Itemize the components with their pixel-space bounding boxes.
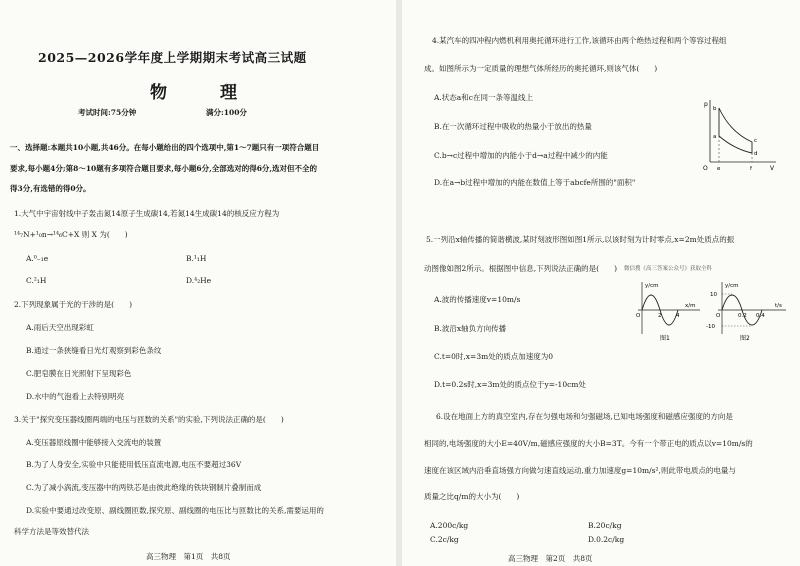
- x-label: x/m: [685, 303, 696, 309]
- q6-stem: 相同的,电场强度的大小E=40V/m,磁感应强度的大小B=3T。今有一个带正电的质点以v=10m/s的: [424, 439, 753, 448]
- q3-option-c: C.为了减小涡流,变压器中的两铁芯是由彼此绝缘的铁块钢制片叠制而成: [26, 483, 262, 492]
- section-instruction-line: 得3分,有选错的得0分。: [10, 184, 91, 193]
- q3-stem: 3.关于"探究变压器线圈两端的电压与匝数的关系"的实验,下列说法正确的是( ): [14, 415, 284, 424]
- q4-option-d: D.在a→b过程中增加的内能在数值上等于abcfe所围的"面积": [434, 178, 636, 187]
- figure-caption: 图2: [740, 335, 750, 342]
- exam-page-1: [0, 0, 396, 566]
- q5-stem: 5.一列沿x轴传播的简谐横波,某时刻波形图如图1所示,以该时刻为计时零点,x=2m处质点的振: [426, 235, 735, 244]
- point-e-label: e: [717, 166, 721, 172]
- q6-option-a: A.200c/kg: [430, 521, 469, 530]
- y-label: y/cm: [645, 283, 659, 289]
- point-c-label: c: [754, 138, 758, 144]
- q1-equation: ¹⁴₇N+¹₀n→¹⁴₆C+X 则 X 为( ): [14, 230, 128, 239]
- q5-stem: 动图像如图2所示。根据图中信息,下列说法正确的是( ): [424, 264, 618, 273]
- axis-p-label: p: [704, 101, 708, 108]
- q4-stem: 4.某汽车的四冲程内燃机利用奥托循环进行工作,该循环由两个绝热过程和两个等容过程组: [432, 36, 727, 45]
- tick-label: 0.2: [738, 313, 747, 319]
- watermark-text: 微信搜《高三答案公众号》获取全科: [624, 266, 713, 272]
- y-tick-bottom: -10: [706, 324, 715, 330]
- q6-option-c: C.2c/kg: [430, 535, 459, 544]
- q5-option-d: D.t=0.2s时,x=3m处的质点位于y=-10cm处: [434, 380, 586, 389]
- full-score: 满分:100分: [206, 108, 247, 117]
- q6-option-d: D.0.2c/kg: [588, 535, 625, 544]
- section-instruction-line: 要求,每小题4分;第8～10题有多项符合题目要求,每小题6分,全部选对的得6分,选对但不全的: [10, 164, 318, 173]
- q6-stem: 质量之比q/m的大小为( ): [424, 492, 520, 501]
- point-f-label: f: [750, 166, 752, 172]
- q4-option-c: C.b→c过程中增加的内能小于d→a过程中减少的内能: [434, 151, 608, 160]
- t-label: t/s: [775, 303, 782, 309]
- q1-stem: 1.大气中宇宙射线中子轰击氮14原子生成碳14,若氮14生成碳14的核反应方程为: [14, 209, 280, 218]
- q3-option-b: B.为了人身安全,实验中只能使用低压直流电源,电压不要超过36V: [26, 460, 242, 469]
- page-footer: 高三物理 第2页 共8页: [508, 554, 593, 563]
- section-instruction-line: 一、选择题:本题共10小题,共46分。在每小题给出的四个选项中,第1～7题只有一项符合题目: [10, 143, 320, 152]
- origin-label: O: [636, 313, 641, 319]
- figure-caption: 图1: [660, 335, 670, 342]
- wave-figure-1: [634, 280, 702, 342]
- q5-option-a: A.波的传播速度v=10m/s: [434, 295, 521, 304]
- exam-page-2: [402, 0, 800, 566]
- q4-option-b: B.在一次循环过程中吸收的热量小于放出的热量: [434, 122, 592, 131]
- point-d-label: d: [754, 151, 758, 157]
- q6-stem: 速度在该区域内沿垂直场强方向做匀速直线运动,重力加速度g=10m/s²,则此带电质点的电量与: [424, 466, 736, 475]
- point-b-label: b: [713, 106, 717, 112]
- subject-title: 物 理: [150, 83, 255, 103]
- vibration-figure-2: [704, 280, 788, 342]
- origin-label: O: [716, 313, 721, 319]
- y-label: y/cm: [725, 283, 739, 289]
- tick-label: 2: [658, 313, 662, 319]
- q3-option-d: D.实验中要通过改变原、副线圈匝数,探究原、副线圈的电压比与匝数比的关系,需要运用的: [26, 506, 324, 515]
- otto-cycle-diagram: [700, 98, 778, 172]
- q2-option-b: B.通过一条狭缝看日光灯观察到彩色条纹: [26, 346, 162, 355]
- q2-option-a: A.雨后天空出现彩虹: [26, 323, 94, 332]
- tick-label: 0.4: [756, 313, 765, 319]
- q6-stem: 6.设在地面上方的真空室内,存在匀强电场和匀强磁场,已知电场强度和磁感应强度的方向是: [436, 412, 733, 421]
- q3-option-d-continuation: 科学方法是等效替代法: [14, 527, 89, 536]
- origin-label: O: [703, 165, 708, 172]
- q3-option-a: A.变压器原线圈中能够接入交流电的装置: [26, 438, 162, 447]
- axis-v-label: V: [770, 165, 775, 172]
- point-a-label: a: [713, 134, 717, 140]
- q1-option-d: D.⁴₂He: [186, 276, 212, 285]
- y-tick-top: 10: [710, 292, 717, 298]
- q6-option-b: B.20c/kg: [588, 521, 622, 530]
- q2-option-d: D.水中的气泡看上去特别明亮: [26, 392, 125, 401]
- q4-stem: 成。如图所示为一定质量的理想气体所经历的奥托循环,则该气体( ): [424, 64, 658, 73]
- q5-option-c: C.t=0时,x=3m处的质点加速度为0: [434, 352, 553, 361]
- exam-time: 考试时间:75分钟: [78, 108, 137, 117]
- q2-stem: 2.下列现象属于光的干涉的是( ): [14, 300, 133, 309]
- q4-option-a: A.状态a和c在同一条等温线上: [434, 93, 533, 102]
- q5-option-b: B.波沿x轴负方向传播: [434, 324, 507, 333]
- q1-option-c: C.²₁H: [26, 276, 47, 285]
- page-footer: 高三物理 第1页 共8页: [146, 552, 231, 561]
- q2-option-c: C.肥皂膜在日光照射下呈现彩色: [26, 369, 132, 378]
- tick-label: 4: [676, 313, 680, 319]
- q1-option-a: A.⁰₋₁e: [26, 254, 49, 263]
- q1-option-b: B.¹₁H: [186, 254, 207, 263]
- cycle-path: [719, 108, 752, 153]
- exam-title: 2025—2026学年度上学期期末考试高三试题: [38, 50, 307, 65]
